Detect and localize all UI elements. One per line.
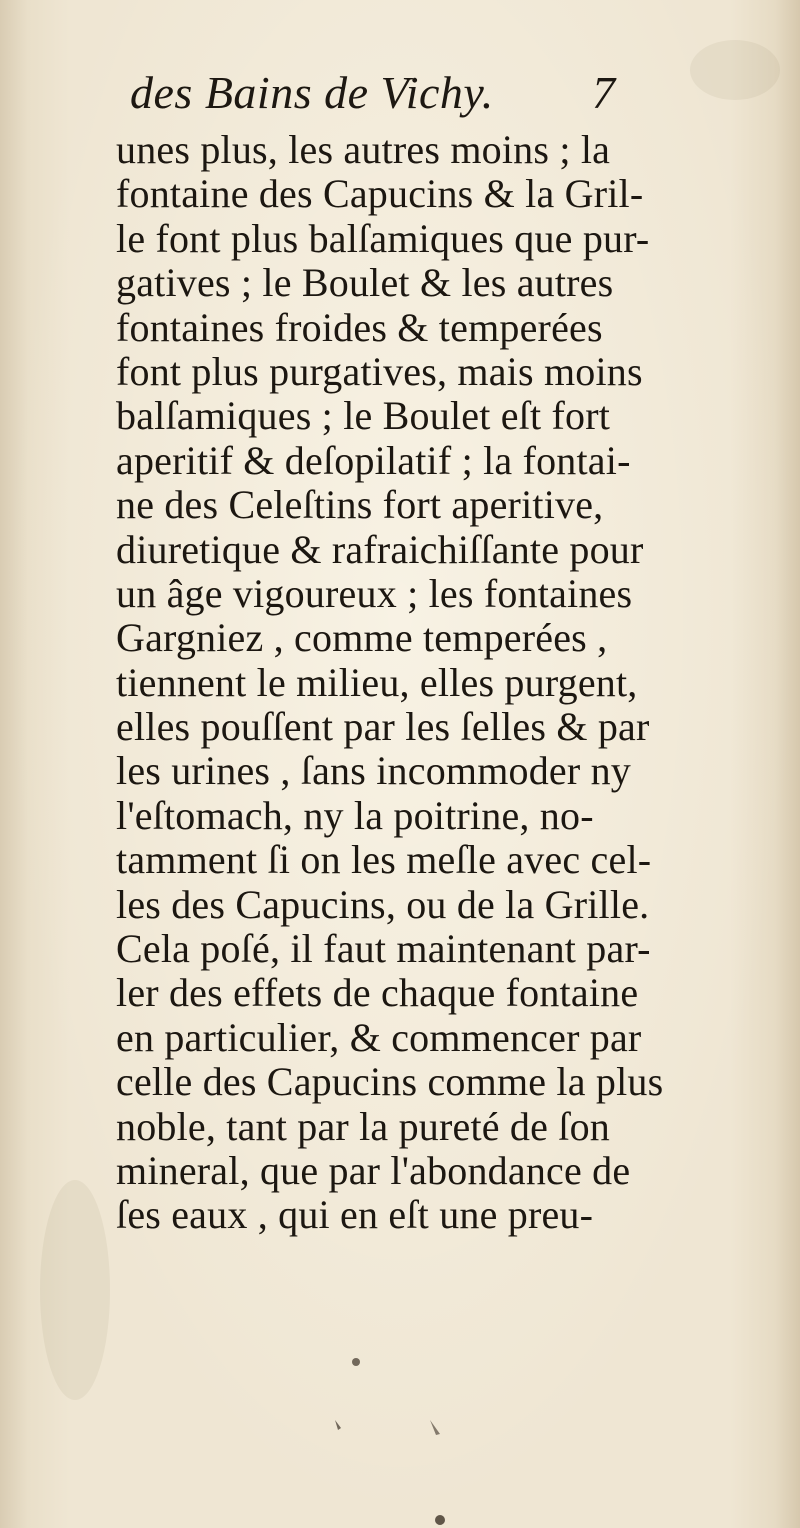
text-line: elles pouſſent par les ſelles & par bbox=[116, 704, 650, 750]
text-line: mineral, que par l'abondance de bbox=[116, 1147, 631, 1193]
text-line: font plus purgatives, mais moins bbox=[116, 348, 643, 394]
text-line: balſamiques ; le Boulet eſt fort bbox=[116, 393, 611, 439]
text-line: l'eſtomach, ny la poitrine, no- bbox=[116, 792, 594, 838]
text-line: en particulier, & commencer par bbox=[116, 1014, 642, 1060]
text-line: Gargniez , comme temperées , bbox=[116, 615, 608, 661]
ink-speck bbox=[335, 1420, 341, 1430]
text-line: fontaines froides & temperées bbox=[116, 304, 603, 350]
ink-speck bbox=[435, 1515, 445, 1525]
text-line: les urines , ſans incommoder ny bbox=[116, 748, 631, 794]
text-line: un âge vigoureux ; les fontaines bbox=[116, 570, 633, 616]
text-line: aperitif & deſopilatif ; la fontai- bbox=[116, 437, 631, 483]
text-line: le font plus balſamiques que pur- bbox=[116, 215, 650, 261]
paper-stain bbox=[40, 1180, 110, 1400]
text-line: ler des effets de chaque fontaine bbox=[116, 970, 639, 1016]
text-line: les des Capucins, ou de la Grille. bbox=[116, 881, 650, 927]
body-text bbox=[116, 128, 676, 1238]
text-line: celle des Capucins comme la plus bbox=[116, 1059, 664, 1105]
text-line: ne des Celeſtins fort aperitive, bbox=[116, 482, 604, 528]
text-line: ſes eaux , qui en eſt une preu- bbox=[116, 1192, 594, 1238]
page-header bbox=[130, 66, 650, 126]
text-line: tiennent le milieu, elles purgent, bbox=[116, 659, 638, 705]
text-line: fontaine des Capucins & la Gril- bbox=[116, 171, 644, 217]
text-line: gatives ; le Boulet & les autres bbox=[116, 260, 614, 306]
text-line: noble, tant par la pureté de ſon bbox=[116, 1103, 610, 1149]
ink-speck bbox=[352, 1358, 360, 1366]
text-line: tamment ſi on les meſle avec cel- bbox=[116, 837, 652, 883]
text-line: Cela poſé, il faut maintenant par- bbox=[116, 926, 651, 972]
text-line: diuretique & rafraichiſſante pour bbox=[116, 526, 644, 572]
page-number: 7 bbox=[592, 67, 615, 118]
running-title: des Bains de Vichy. bbox=[130, 67, 494, 118]
paper-stain bbox=[690, 40, 780, 100]
ink-speck bbox=[430, 1420, 440, 1435]
text-line: unes plus, les autres moins ; la bbox=[116, 127, 611, 172]
